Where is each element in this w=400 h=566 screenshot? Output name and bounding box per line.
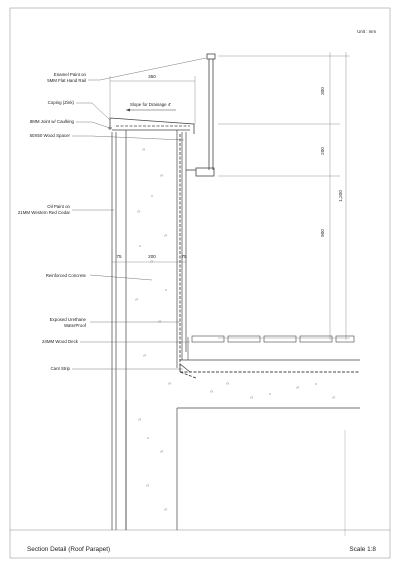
dim-right-cladding: 75: [181, 254, 187, 259]
label-waterproof-2: WaterProof: [63, 323, 86, 328]
drawing-title: Section Detail (Roof Parapet): [27, 546, 111, 553]
dimension-lines: [110, 52, 350, 536]
label-spacer: 50X50 Wood Spacer: [29, 133, 70, 138]
parapet-wall: [112, 130, 196, 530]
dim-total-height: 1,200: [338, 190, 343, 202]
unit-note: Unit : mm: [357, 29, 376, 34]
slope-arrow: [126, 109, 176, 112]
label-handrail-1: Enamel Paint on: [53, 72, 86, 77]
drawing-scale: Scale 1:8: [349, 546, 376, 553]
dim-coping-zone: 200: [320, 147, 325, 155]
dim-rail-height: 300: [320, 87, 325, 95]
dim-parapet-height: 900: [320, 229, 325, 237]
label-concrete: Reinforced Concrete: [45, 273, 86, 278]
label-waterproof-1: Exposed Urethane: [49, 317, 86, 322]
coping-zinc: [108, 118, 194, 134]
hand-rail: [186, 54, 215, 176]
label-cant-strip: Cant Strip: [50, 366, 70, 371]
label-joint: 8MM Joint w/ Caulking: [29, 119, 74, 124]
sheet-border: [10, 8, 390, 558]
dim-wall-thickness: 200: [148, 254, 156, 259]
label-handrail-2: 5MM Flat Hand Rail: [47, 78, 86, 83]
slope-note: Slope for Drainage 4': [130, 102, 172, 107]
label-deck: 24MM Wood Deck: [41, 339, 78, 344]
dim-left-cladding: 75: [116, 254, 122, 259]
concrete-hatch: [135, 148, 335, 510]
dim-top-width: 350: [148, 74, 156, 79]
label-cedar-2: 21MM Western Red Cedar: [17, 210, 70, 215]
roof-slab: [126, 360, 360, 530]
label-cedar-1: Oil Paint on: [47, 204, 70, 209]
label-coping: Coping (Zink): [47, 100, 74, 105]
wood-deck: [188, 336, 354, 360]
